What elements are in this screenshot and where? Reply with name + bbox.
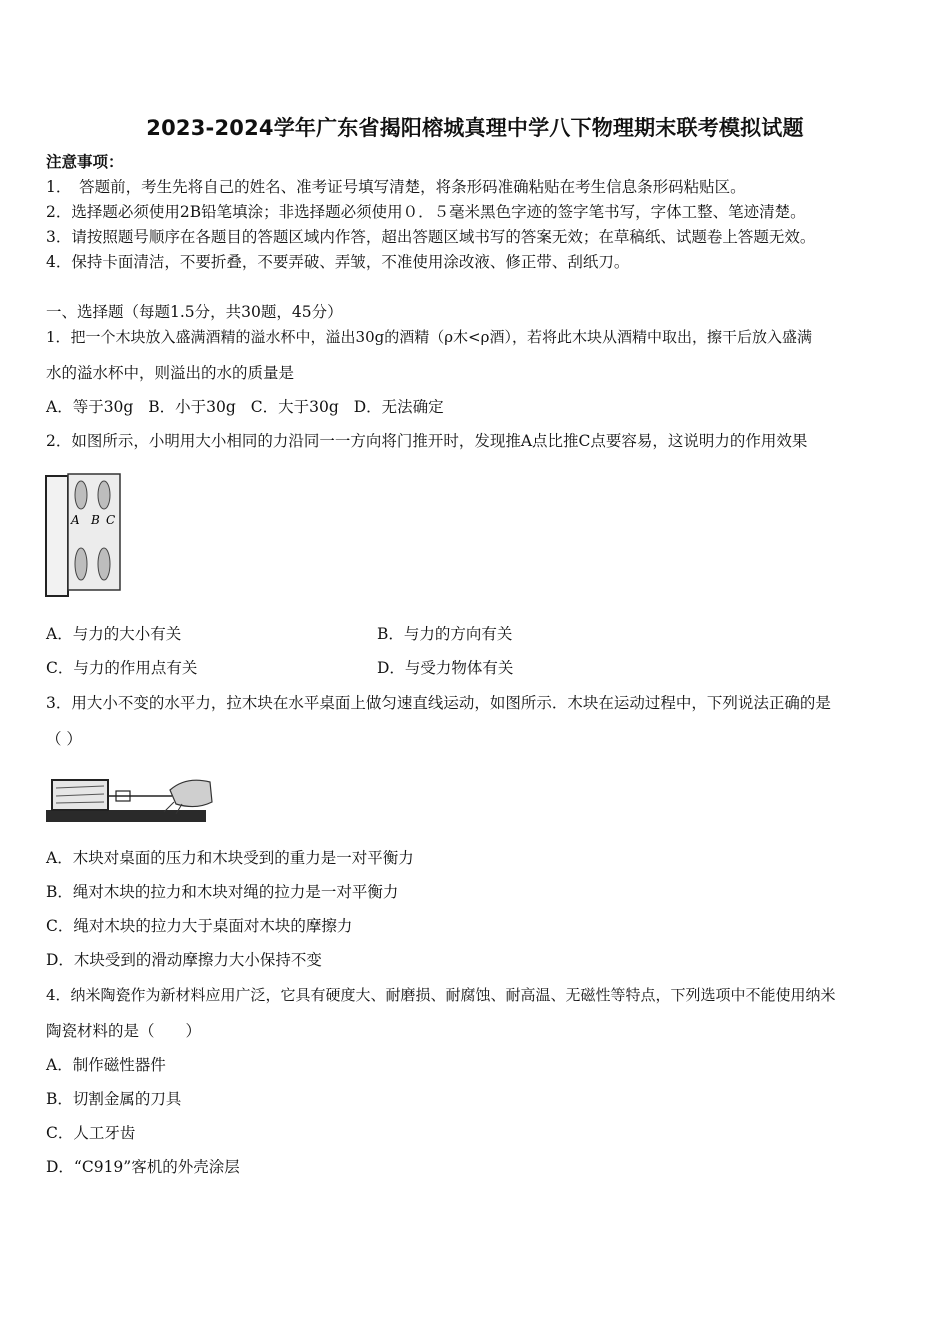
door-decoration: [98, 548, 110, 580]
q3-option-a: A．木块对桌面的压力和木块受到的重力是一对平衡力: [46, 849, 414, 867]
door-decoration: [75, 548, 87, 580]
notice-item-1: 1． 答题前，考生先将自己的姓名、准考证号填写清楚，将条形码准确粘贴在考生信息条形码粘贴区。: [46, 178, 746, 196]
q2-option-c: C．与力的作用点有关: [46, 659, 198, 677]
q2-stem: 2．如图所示，小明用大小相同的力沿同一一方向将门推开时，发现推A点比推C点要容易，这说明力的作用效果: [46, 432, 808, 450]
q3-stem-line2: （ ）: [46, 730, 82, 748]
notice-heading: 注意事项：: [46, 152, 124, 171]
q3-option-d: D．木块受到的滑动摩擦力大小保持不变: [46, 951, 322, 969]
notice-item-2: 2．选择题必须使用2B铅笔填涂；非选择题必须使用０．５毫米黑色字迹的签字笔书写，字体工整、笔迹清楚。: [46, 203, 806, 221]
q2-option-a: A．与力的大小有关: [46, 625, 182, 643]
q3-stem-line1: 3．用大小不变的水平力，拉木块在水平桌面上做匀速直线运动，如图所示．木块在运动过程中，下列说法正确的是: [46, 694, 831, 712]
door-point-b: B: [91, 513, 100, 527]
q1-option-b: B．小于30g: [148, 398, 236, 416]
q2-option-b: B．与力的方向有关: [377, 625, 513, 643]
q1-option-a: A．等于30g: [46, 398, 134, 416]
door-figure: [44, 470, 124, 600]
q4-option-c: C．人工牙齿: [46, 1124, 136, 1142]
q4-option-b: B．切割金属的刀具: [46, 1090, 182, 1108]
q4-option-d: D．“C919”客机的外壳涂层: [46, 1158, 240, 1176]
door-point-c: C: [106, 513, 116, 527]
q1-options: [46, 397, 454, 417]
q1-stem-line1: 1．把一个木块放入盛满酒精的溢水杯中，溢出30g的酒精（ρ木<ρ酒），若将此木块从酒精中取出，擦干后放入盛满: [46, 328, 812, 346]
table-surface: [46, 810, 206, 822]
section-heading: 一、选择题（每题1.5分，共30题，45分）: [46, 303, 343, 321]
q4-stem-line1: 4．纳米陶瓷作为新材料应用广泛，它具有硬度大、耐磨损、耐腐蚀、耐高温、无磁性等特点，下列选项中不能使用纳米: [46, 986, 836, 1004]
door-decoration: [75, 481, 87, 509]
q1-stem-line2: 水的溢水杯中，则溢出的水的质量是: [46, 364, 295, 382]
door-decoration: [98, 481, 110, 509]
pulling-hand: [170, 780, 212, 806]
door-frame-edge: [46, 476, 68, 596]
notice-item-4: 4．保持卡面清洁，不要折叠，不要弄破、弄皱，不准使用涂改液、修正带、刮纸刀。: [46, 253, 630, 271]
q3-option-c: C．绳对木块的拉力大于桌面对木块的摩擦力: [46, 917, 353, 935]
q4-stem-line2: 陶瓷材料的是（ ）: [46, 1022, 202, 1040]
block-pull-figure: [46, 772, 214, 824]
q4-option-a: A．制作磁性器件: [46, 1056, 166, 1074]
door-point-a: A: [71, 513, 80, 527]
q3-option-b: B．绳对木块的拉力和木块对绳的拉力是一对平衡力: [46, 883, 399, 901]
q1-option-c: C．大于30g: [250, 398, 339, 416]
notice-item-3: 3．请按照题号顺序在各题目的答题区域内作答，超出答题区域书写的答案无效；在草稿纸、试题卷上答题无效。: [46, 228, 816, 246]
q1-option-d: D．无法确定: [353, 398, 444, 416]
q2-option-d: D．与受力物体有关: [377, 659, 514, 677]
page-title: 2023-2024学年广东省揭阳榕城真理中学八下物理期末联考模拟试题: [146, 116, 804, 140]
